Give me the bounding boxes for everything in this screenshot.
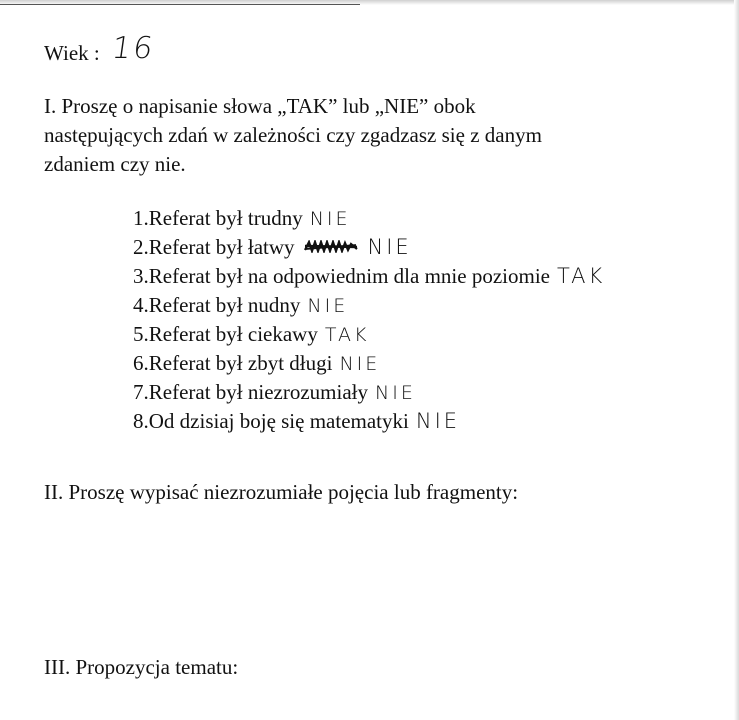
handwritten-answer: NIE (307, 295, 349, 317)
statement-item (133, 320, 605, 349)
page-right-edge (734, 0, 739, 720)
crossed-out-scribble (303, 240, 359, 253)
handwritten-answer: TAK (324, 324, 370, 346)
statement-item (133, 349, 605, 378)
statement-text: 5.Referat był ciekawy (133, 322, 318, 346)
handwritten-answer: NIE (375, 382, 416, 404)
statement-item (133, 291, 605, 320)
statement-text: 1.Referat był trudny (133, 206, 303, 230)
statement-text: 4.Referat był nudny (133, 293, 301, 317)
instruction-line-3: zdaniem czy nie. (44, 152, 186, 176)
statement-item (133, 233, 605, 262)
age-row (44, 26, 157, 66)
handwritten-answer: NIE (367, 235, 412, 259)
statement-text: 8.Od dzisiaj boję się matematyki (133, 409, 409, 433)
page-top-line (0, 4, 360, 5)
statement-text: 3.Referat był na odpowiednim dla mnie poziomie (133, 264, 550, 288)
statement-text: 6.Referat był zbyt długi (133, 351, 333, 375)
instruction-line-1: I. Proszę o napisanie słowa „TAK” lub „NIE” obok (44, 94, 476, 118)
statement-item (133, 378, 605, 407)
section-3-heading: III. Propozycja tematu: (44, 655, 239, 679)
handwritten-answer: NIE (415, 409, 461, 433)
statement-item (133, 262, 605, 291)
instruction-line-2: następujących zdań w zależności czy zgadzasz się z danym (44, 123, 542, 147)
statement-item (133, 407, 605, 436)
statement-item (133, 204, 605, 233)
section-2-heading: II. Proszę wypisać niezrozumiałe pojęcia lub fragmenty: (44, 480, 519, 504)
age-label: Wiek : (44, 41, 100, 65)
handwritten-answer: NIE (339, 353, 381, 375)
age-handwritten-value: 16 (109, 31, 157, 66)
handwritten-answer: TAK (556, 264, 606, 288)
section-1-instructions (44, 92, 694, 179)
handwritten-answer: NIE (309, 208, 351, 230)
statement-text: 2.Referat był łatwy (133, 235, 295, 259)
statement-list (133, 204, 605, 436)
statement-text: 7.Referat był niezrozumiały (133, 380, 368, 404)
